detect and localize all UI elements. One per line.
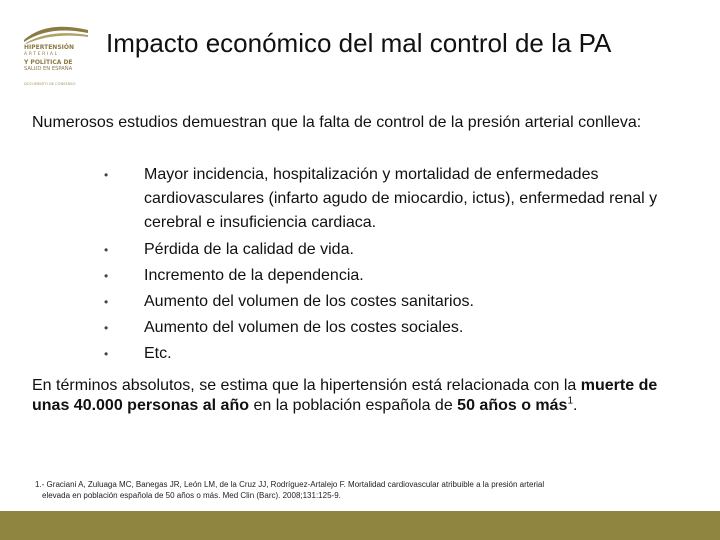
summary-highlight-deaths: muerte de unas 40.000 personas al año xyxy=(32,377,658,414)
bullet-item xyxy=(104,289,684,315)
summary-text: En términos absolutos, se estima que la hipertensión está relacionada con la xyxy=(32,377,581,394)
bullet-text: Pérdida de la calidad de vida. xyxy=(144,241,354,258)
bullet-item xyxy=(104,237,684,263)
logo-text-line2: ARTERIAL xyxy=(24,52,59,57)
bullet-icon: • xyxy=(104,269,109,283)
footer-bar xyxy=(0,511,720,540)
bullet-icon: • xyxy=(104,321,109,335)
bullet-text: Etc. xyxy=(144,345,172,362)
bullet-text: Incremento de la dependencia. xyxy=(144,267,364,284)
bullet-icon: • xyxy=(104,295,109,309)
logo-swoosh-icon xyxy=(22,24,90,44)
summary-paragraph xyxy=(32,376,682,416)
bullet-item xyxy=(104,315,684,341)
slide-title: Impacto económico del mal control de la PA xyxy=(106,28,612,58)
logo xyxy=(22,24,90,94)
intro-paragraph: Numerosos estudios demuestran que la falta de control de la presión arterial conlleva: xyxy=(32,114,642,131)
logo-text-line4: SALUD EN ESPAÑA xyxy=(24,66,73,72)
bullet-icon: • xyxy=(104,243,109,257)
footnote-line1: 1.- Graciani A, Zuluaga MC, Banegas JR, León LM, de la Cruz JJ, Rodríguez-Artalejo F. Mortalidad cardiovascular atribuible a la presión arterial xyxy=(35,480,545,489)
bullet-icon: • xyxy=(104,168,109,182)
logo-text-line1: HIPERTENSIÓN xyxy=(24,44,74,51)
logo-text-line3: Y POLÍTICA DE xyxy=(24,59,73,66)
bullet-text: Mayor incidencia, hospitalización y mortalidad de enfermedades cardiovasculares (infarto agudo de miocardio, ictus), enfermedad renal y cerebral e insuficiencia cardiaca. xyxy=(144,166,658,231)
bullet-text: Aumento del volumen de los costes sanitarios. xyxy=(144,293,474,310)
bullet-icon: • xyxy=(104,347,109,361)
bullet-list xyxy=(104,163,684,367)
bullet-text: Aumento del volumen de los costes sociales. xyxy=(144,319,464,336)
bullet-item xyxy=(104,163,684,235)
bullet-item xyxy=(104,263,684,289)
summary-text: en la población española de xyxy=(249,397,458,414)
footnote-reference: 1 xyxy=(567,395,574,407)
bullet-item xyxy=(104,341,684,367)
footnote xyxy=(35,479,695,501)
summary-text: . xyxy=(573,397,578,414)
logo-text-line5: DOCUMENTO DE CONSENSO xyxy=(24,82,76,86)
summary-highlight-age: 50 años o más xyxy=(457,397,568,414)
footnote-line2: elevada en población española de 50 años o más. Med Clin (Barc). 2008;131:125-9. xyxy=(42,491,341,500)
